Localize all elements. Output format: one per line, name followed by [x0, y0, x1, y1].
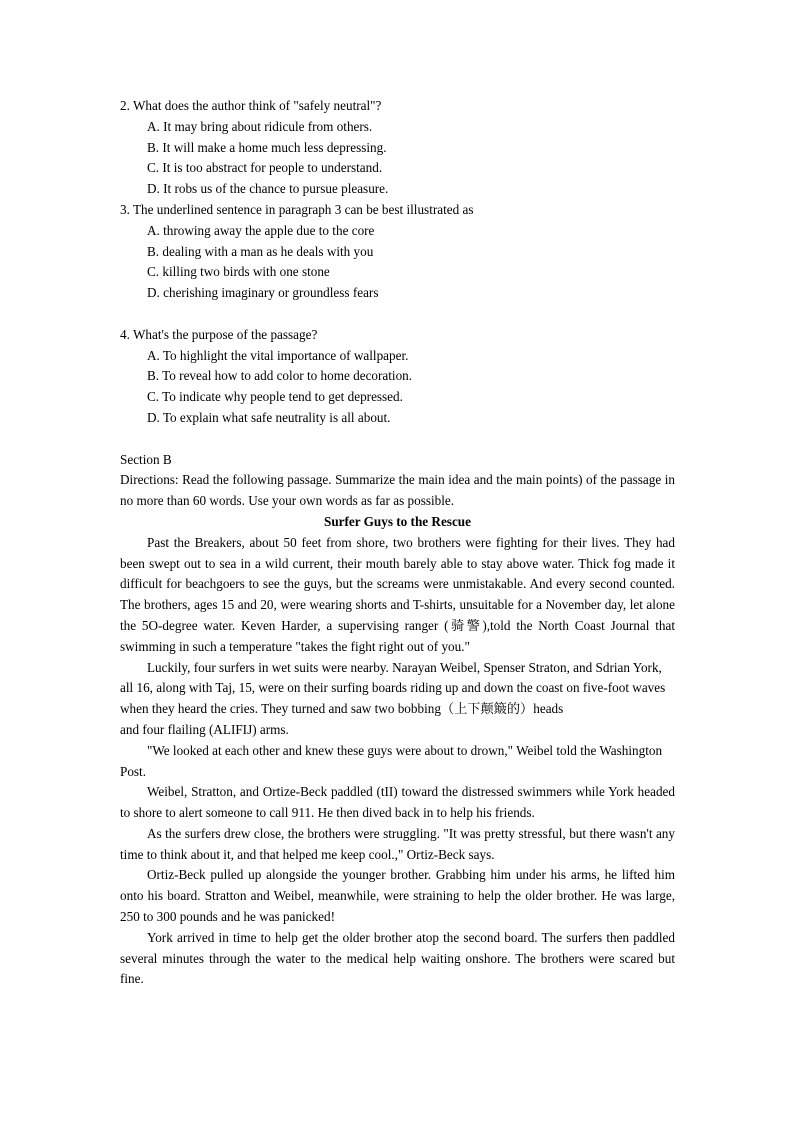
question-4 [120, 325, 675, 429]
question-3 [120, 200, 675, 304]
passage-paragraph: Past the Breakers, about 50 feet from shore, two brothers were fighting for their lives. They had been swept out to sea in a wild current, their mouth barely able to stay above water. Thick fog made it difficult for beachgoers to see the guys, but the screams were unmistakable. And every second counted. The brothers, ages 15 and 20, were wearing shorts and T-shirts, unsuitable for a November day, let alone the 5O-degree water. Keven Harder, a supervising ranger (骑警),told the North Coast Journal that swimming in such a temperature "takes the fight right out of you." [120, 534, 675, 654]
question-stem: 2. What does the author think of "safely neutral"? [120, 98, 382, 113]
option-a: A. throwing away the apple due to the core [147, 222, 375, 238]
option-b: B. To reveal how to add color to home decoration. [147, 368, 413, 384]
passage-paragraph: As the surfers drew close, the brothers were struggling. "It was pretty stressful, but there wasn't any time to think about it, and that helped me keep cool.," Ortiz-Beck says. [120, 825, 675, 862]
passage-paragraph-continued: and four flailing (ALIFIJ) arms. [120, 721, 289, 737]
option-d: D. cherishing imaginary or groundless fears [147, 285, 379, 301]
directions-text: Directions: Read the following passage. Summarize the main idea and the main points) of the passage in no more than 60 words. Use your own words as far as possible. [120, 472, 675, 509]
option-c: C. It is too abstract for people to understand. [147, 160, 383, 176]
option-d: D. To explain what safe neutrality is all about. [147, 409, 391, 425]
question-stem: 4. What's the purpose of the passage? [120, 326, 318, 342]
spacer [120, 429, 675, 450]
option-b: B. It will make a home much less depressing. [147, 139, 387, 155]
passage-paragraph: Luckily, four surfers in wet suits were nearby. Narayan Weibel, Spenser Straton, and Sdrian York, all 16, along with Taj, 15, were on their surfing boards riding up and down the coast on five-foot waves when they heard the cries. They turned and saw two bobbing（上下颠簸的）heads [120, 659, 666, 717]
passage-paragraph: Ortiz-Beck pulled up alongside the younger brother. Grabbing him under his arms, he lifted him onto his board. Stratton and Weibel, meanwhile, were straining to help the older brother. He was large, 250 to 300 pounds and he was panicked! [120, 867, 675, 925]
option-d: D. It robs us of the chance to pursue pleasure. [147, 181, 389, 197]
option-a: A. It may bring about ridicule from others. [147, 118, 373, 134]
page-content [120, 96, 675, 990]
passage-paragraph: "We looked at each other and knew these guys were about to drown," Weibel told the Washington Post. [120, 742, 663, 779]
question-2 [120, 96, 675, 200]
passage-title: Surfer Guys to the Rescue [323, 513, 471, 529]
option-c: C. To indicate why people tend to get depressed. [147, 389, 403, 405]
spacer [120, 304, 675, 325]
option-b: B. dealing with a man as he deals with you [147, 243, 374, 259]
question-stem: 3. The underlined sentence in paragraph 3 can be best illustrated as [120, 201, 474, 217]
passage-paragraph: Weibel, Stratton, and Ortize-Beck paddled (tII) toward the distressed swimmers while York headed to shore to alert someone to call 911. He then dived back in to help his friends. [120, 784, 675, 821]
section-heading: Section B [120, 451, 172, 467]
option-a: A. To highlight the vital importance of wallpaper. [147, 347, 409, 363]
option-c: C. killing two birds with one stone [147, 264, 330, 280]
passage-paragraph: York arrived in time to help get the older brother atop the second board. The surfers then paddled several minutes through the water to the medical help waiting onshore. The brothers were scared but fine. [120, 929, 675, 987]
